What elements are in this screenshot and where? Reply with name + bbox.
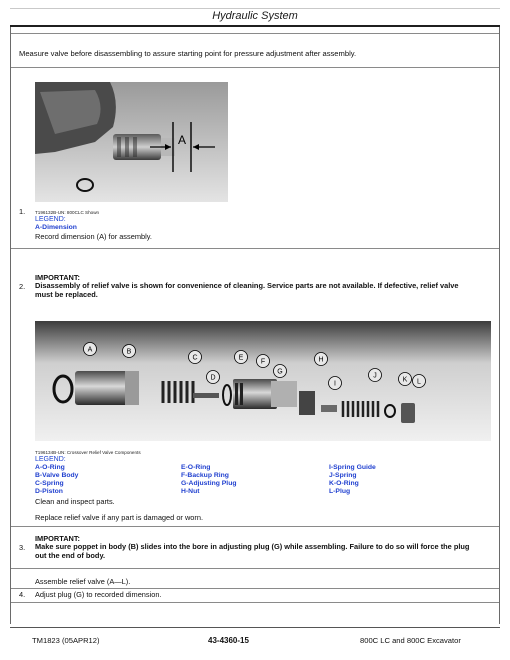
- valve-measurement-illustration: [35, 82, 228, 202]
- separator: [11, 33, 499, 34]
- legend-item: I-Spring Guide: [329, 464, 376, 471]
- footer-rule: [10, 627, 500, 628]
- legend-item: A-Dimension: [35, 224, 77, 231]
- step-number: 1.: [19, 207, 26, 216]
- legend-item: K-O-Ring: [329, 480, 359, 487]
- legend-item: H-Nut: [181, 488, 200, 495]
- photo-label-h: H: [318, 356, 324, 364]
- legend-item: L-Plug: [329, 488, 351, 495]
- legend-item: E-O-Ring: [181, 464, 211, 471]
- step-text: Clean and inspect parts.: [35, 497, 115, 506]
- separator: [11, 602, 499, 603]
- important-line-2: out the end of body.: [35, 551, 106, 560]
- legend-title: LEGEND:: [35, 456, 66, 463]
- legend-item: G-Adjusting Plug: [181, 480, 237, 487]
- important-text: [35, 542, 495, 560]
- legend-item: F-Backup Ring: [181, 472, 229, 479]
- footer-model: 800C LC and 800C Excavator: [360, 636, 461, 645]
- relief-valve-components-photo: [35, 321, 491, 441]
- intro-text: Measure valve before disassembling to assure starting point for pressure adjustment after assembly.: [19, 49, 357, 58]
- legend-item: B-Valve Body: [35, 472, 79, 479]
- step-text: Record dimension (A) for assembly.: [35, 232, 152, 241]
- separator: [11, 526, 499, 527]
- important-label: IMPORTANT:: [35, 534, 81, 543]
- footer-manual-id: TM1823 (05APR12): [32, 636, 100, 645]
- photo-label-e: E: [238, 354, 244, 362]
- footer-page-number: 43-4360-15: [208, 636, 249, 645]
- photo-caption: T196132B-UN: 800CLC Shown: [35, 210, 100, 215]
- legend-item: A-O-Ring: [35, 464, 65, 471]
- legend-item: D-Piston: [35, 488, 63, 495]
- photo-label-g: G: [277, 368, 283, 376]
- important-line-2: must be replaced.: [35, 290, 98, 299]
- important-label: IMPORTANT:: [35, 273, 81, 282]
- section-title: Hydraulic System: [212, 10, 298, 22]
- important-text: [35, 281, 495, 299]
- photo-label-b: B: [126, 348, 132, 356]
- dimension-label-a: A: [178, 133, 187, 147]
- legend-title: LEGEND:: [35, 216, 66, 223]
- step-text: Replace relief valve if any part is damaged or worn.: [35, 513, 204, 522]
- separator: [11, 248, 499, 249]
- photo-label-j: J: [373, 372, 377, 380]
- step-number: 3.: [19, 543, 26, 552]
- step-number: 2.: [19, 282, 26, 291]
- separator: [11, 67, 499, 68]
- important-line-1: Make sure poppet in body (B) slides into the bore in adjusting plug (G) while assembling. Failure to do so will force the plug: [35, 542, 470, 551]
- separator: [11, 588, 499, 589]
- photo-label-l: L: [417, 378, 421, 386]
- valve-measurement-photo: [35, 82, 228, 202]
- photo-caption: T196134B-UN: Crossover Relief Valve Components: [35, 450, 141, 455]
- photo-label-c: C: [192, 354, 198, 362]
- important-line-1: Disassembly of relief valve is shown for convenience of cleaning. Service parts are not available. If defective, relief valve: [35, 281, 459, 290]
- step-text: Adjust plug (G) to recorded dimension.: [35, 590, 162, 599]
- photo-label-i: I: [334, 380, 336, 388]
- separator: [11, 568, 499, 569]
- photo-label-k: K: [402, 376, 408, 384]
- photo-label-f: F: [260, 358, 266, 366]
- step-text: Assemble relief valve (A—L).: [35, 577, 131, 586]
- photo-label-a: A: [87, 346, 93, 354]
- relief-valve-components-illustration: [35, 321, 491, 441]
- photo-label-d: D: [210, 374, 216, 382]
- legend-item: J-Spring: [329, 472, 357, 479]
- step-number: 4.: [19, 590, 26, 599]
- content-frame: [10, 27, 500, 624]
- legend-item: C-Spring: [35, 480, 64, 487]
- header-top-rule: [10, 8, 500, 9]
